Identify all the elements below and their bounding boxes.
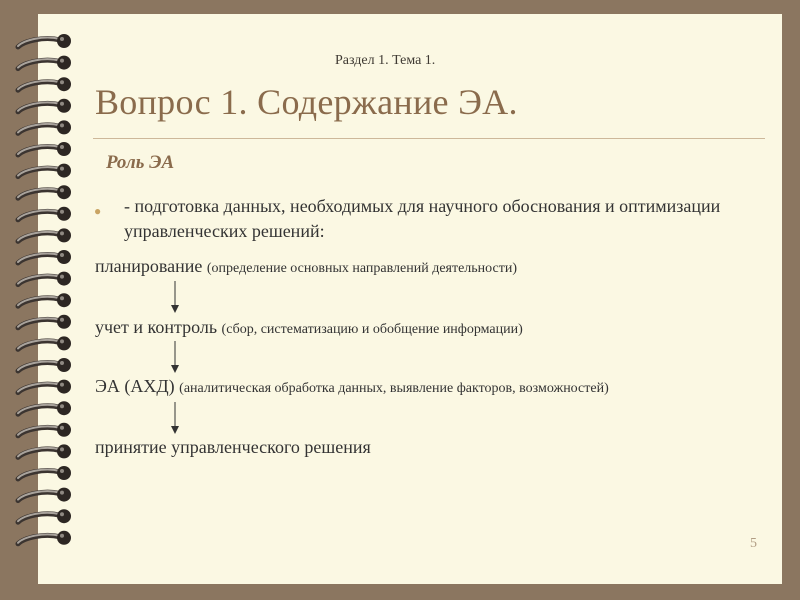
arrow-down-icon bbox=[171, 281, 179, 313]
step-note: (аналитическая обработка данных, выявление факторов, возможностей) bbox=[179, 381, 609, 396]
step-label: принятие управленческого решения bbox=[95, 437, 371, 457]
slide-subtitle: Раздел 1. Тема 1. bbox=[335, 53, 436, 68]
step-note: (определение основных направлений деятельности) bbox=[206, 261, 518, 276]
section-heading: Роль ЭА bbox=[106, 152, 175, 173]
arrow-down-icon bbox=[171, 341, 179, 373]
step-label: планирование bbox=[95, 256, 203, 276]
step-note: (сбор, систематизацию и обобщение информации) bbox=[221, 322, 523, 337]
arrow-down-icon bbox=[171, 402, 179, 434]
page-number: 5 bbox=[750, 536, 757, 551]
step-label: учет и контроль bbox=[95, 317, 218, 337]
slide-title: Вопрос 1. Содержание ЭА. bbox=[95, 82, 518, 122]
bullet-text: - подготовка данных, необходимых для научного обоснования и оптимизации управленческих решений: bbox=[124, 196, 721, 241]
step-label: ЭА (АХД) bbox=[95, 376, 175, 396]
bullet-dot-icon: ● bbox=[94, 204, 102, 218]
